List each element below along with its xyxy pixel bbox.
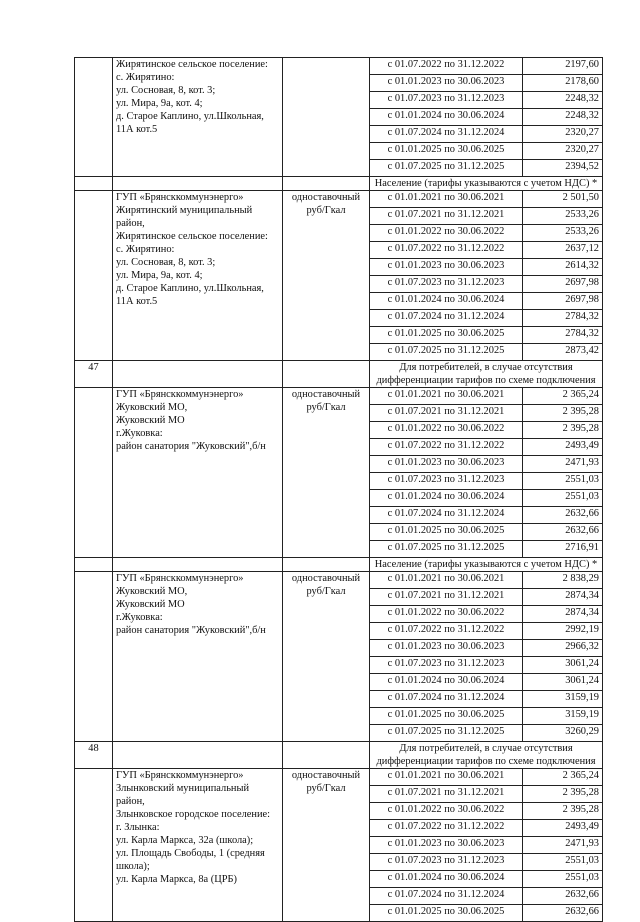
- period-cell: с 01.07.2025 по 31.12.2025: [370, 725, 523, 742]
- period-cell: с 01.07.2021 по 31.12.2021: [370, 786, 523, 803]
- tariff-table: [74, 57, 603, 922]
- price-cell: 2 395,28: [523, 422, 603, 439]
- section-heading: Население (тарифы указываются с учетом НДС) *: [370, 558, 603, 572]
- price-cell: 2632,66: [523, 507, 603, 524]
- period-cell: с 01.01.2023 по 30.06.2023: [370, 259, 523, 276]
- period-cell: с 01.07.2025 по 31.12.2025: [370, 160, 523, 177]
- organization-cell: ГУП «Брянсккоммунэнерго» Жуковский МО, Жуковский МО г.Жуковка: район санатория "Жуковский",б/н: [113, 388, 283, 558]
- price-cell: 2992,19: [523, 623, 603, 640]
- period-cell: с 01.07.2024 по 31.12.2024: [370, 310, 523, 327]
- period-cell: с 01.01.2023 по 30.06.2023: [370, 640, 523, 657]
- tariff-row: [75, 58, 603, 75]
- price-cell: 2493,49: [523, 439, 603, 456]
- period-cell: с 01.01.2023 по 30.06.2023: [370, 75, 523, 92]
- period-cell: с 01.01.2025 по 30.06.2025: [370, 905, 523, 922]
- period-cell: с 01.01.2023 по 30.06.2023: [370, 837, 523, 854]
- empty-cell: [113, 177, 283, 191]
- item-number: 47: [75, 361, 113, 388]
- price-cell: 3061,24: [523, 657, 603, 674]
- price-cell: 2874,34: [523, 606, 603, 623]
- price-cell: 2197,60: [523, 58, 603, 75]
- price-cell: 3061,24: [523, 674, 603, 691]
- period-cell: с 01.07.2022 по 31.12.2022: [370, 439, 523, 456]
- period-cell: с 01.07.2022 по 31.12.2022: [370, 58, 523, 75]
- section-heading-row: [75, 558, 603, 572]
- period-cell: с 01.07.2023 по 31.12.2023: [370, 276, 523, 293]
- price-cell: 2 395,28: [523, 405, 603, 422]
- price-cell: 2614,32: [523, 259, 603, 276]
- tariff-row: [75, 572, 603, 589]
- price-cell: 2 365,24: [523, 388, 603, 405]
- number-cell: [75, 769, 113, 922]
- price-cell: 2320,27: [523, 126, 603, 143]
- price-cell: 2551,03: [523, 854, 603, 871]
- period-cell: с 01.01.2025 по 30.06.2025: [370, 708, 523, 725]
- period-cell: с 01.01.2021 по 30.06.2021: [370, 572, 523, 589]
- period-cell: с 01.01.2025 по 30.06.2025: [370, 143, 523, 160]
- price-cell: 2493,49: [523, 820, 603, 837]
- period-cell: с 01.07.2023 по 31.12.2023: [370, 854, 523, 871]
- period-cell: с 01.07.2022 по 31.12.2022: [370, 820, 523, 837]
- price-cell: 2966,32: [523, 640, 603, 657]
- price-cell: 2632,66: [523, 524, 603, 541]
- price-cell: 2784,32: [523, 310, 603, 327]
- period-cell: с 01.07.2024 по 31.12.2024: [370, 507, 523, 524]
- period-cell: с 01.01.2023 по 30.06.2023: [370, 456, 523, 473]
- tariff-type-cell: одноставочный руб/Гкал: [283, 388, 370, 558]
- price-cell: 2632,66: [523, 905, 603, 922]
- period-cell: с 01.07.2023 по 31.12.2023: [370, 92, 523, 109]
- number-cell: [75, 388, 113, 558]
- period-cell: с 01.01.2022 по 30.06.2022: [370, 606, 523, 623]
- period-cell: с 01.01.2022 по 30.06.2022: [370, 422, 523, 439]
- empty-cell: [283, 558, 370, 572]
- price-cell: 2551,03: [523, 490, 603, 507]
- document-page: [74, 57, 602, 922]
- organization-cell: Жирятинское сельское поселение: с. Жирятино: ул. Сосновая, 8, кот. 3; ул. Мира, 9а, кот. 4; д. Старое Каплино, ул.Школьная, 11А кот.5: [113, 58, 283, 177]
- price-cell: 3159,19: [523, 691, 603, 708]
- period-cell: с 01.01.2022 по 30.06.2022: [370, 225, 523, 242]
- price-cell: 2394,52: [523, 160, 603, 177]
- price-cell: 2320,27: [523, 143, 603, 160]
- organization-cell: ГУП «Брянсккоммунэнерго» Злынковский муниципальный район, Злынковское городское поселение: г. Злынка: ул. Карла Маркса, 32а (школа); ул. Площадь Свободы, 1 (средняя школа); ул. Карла Маркса, 8а (ЦРБ): [113, 769, 283, 922]
- period-cell: с 01.07.2022 по 31.12.2022: [370, 242, 523, 259]
- period-cell: с 01.07.2024 по 31.12.2024: [370, 888, 523, 905]
- period-cell: с 01.07.2022 по 31.12.2022: [370, 623, 523, 640]
- price-cell: 2248,32: [523, 92, 603, 109]
- section-heading-row: [75, 361, 603, 388]
- empty-cell: [113, 742, 283, 769]
- period-cell: с 01.07.2024 по 31.12.2024: [370, 691, 523, 708]
- price-cell: 2551,03: [523, 473, 603, 490]
- price-cell: 2551,03: [523, 871, 603, 888]
- period-cell: с 01.07.2025 по 31.12.2025: [370, 344, 523, 361]
- price-cell: 2 501,50: [523, 191, 603, 208]
- item-number: [75, 558, 113, 572]
- tariff-row: [75, 769, 603, 786]
- price-cell: 2873,42: [523, 344, 603, 361]
- empty-cell: [113, 558, 283, 572]
- period-cell: с 01.01.2025 по 30.06.2025: [370, 524, 523, 541]
- price-cell: 2533,26: [523, 225, 603, 242]
- price-cell: 2784,32: [523, 327, 603, 344]
- period-cell: с 01.01.2021 по 30.06.2021: [370, 388, 523, 405]
- empty-cell: [283, 177, 370, 191]
- tariff-row: [75, 191, 603, 208]
- price-cell: 3159,19: [523, 708, 603, 725]
- period-cell: с 01.07.2021 по 31.12.2021: [370, 405, 523, 422]
- price-cell: 2178,60: [523, 75, 603, 92]
- period-cell: с 01.01.2024 по 30.06.2024: [370, 490, 523, 507]
- period-cell: с 01.01.2024 по 30.06.2024: [370, 293, 523, 310]
- number-cell: [75, 572, 113, 742]
- price-cell: 2 365,24: [523, 769, 603, 786]
- price-cell: 2471,93: [523, 837, 603, 854]
- tariff-type-cell: [283, 58, 370, 177]
- price-cell: 2471,93: [523, 456, 603, 473]
- tariff-type-cell: одноставочный руб/Гкал: [283, 572, 370, 742]
- period-cell: с 01.01.2021 по 30.06.2021: [370, 191, 523, 208]
- period-cell: с 01.07.2021 по 31.12.2021: [370, 208, 523, 225]
- period-cell: с 01.07.2021 по 31.12.2021: [370, 589, 523, 606]
- item-number: 48: [75, 742, 113, 769]
- section-heading: Для потребителей, в случае отсутствия дифференциации тарифов по схеме подключения: [370, 742, 603, 769]
- price-cell: 2 395,28: [523, 803, 603, 820]
- section-heading: Население (тарифы указываются с учетом НДС) *: [370, 177, 603, 191]
- empty-cell: [283, 742, 370, 769]
- number-cell: [75, 191, 113, 361]
- organization-cell: ГУП «Брянсккоммунэнерго» Жуковский МО, Жуковский МО г.Жуковка: район санатория "Жуковский",б/н: [113, 572, 283, 742]
- section-heading-row: [75, 742, 603, 769]
- price-cell: 2697,98: [523, 276, 603, 293]
- price-cell: 2632,66: [523, 888, 603, 905]
- price-cell: 2533,26: [523, 208, 603, 225]
- tariff-row: [75, 388, 603, 405]
- period-cell: с 01.01.2024 по 30.06.2024: [370, 109, 523, 126]
- price-cell: 2637,12: [523, 242, 603, 259]
- price-cell: 3260,29: [523, 725, 603, 742]
- number-cell: [75, 58, 113, 177]
- price-cell: 2 395,28: [523, 786, 603, 803]
- period-cell: с 01.01.2021 по 30.06.2021: [370, 769, 523, 786]
- period-cell: с 01.07.2023 по 31.12.2023: [370, 473, 523, 490]
- section-heading-row: [75, 177, 603, 191]
- section-heading: Для потребителей, в случае отсутствия дифференциации тарифов по схеме подключения: [370, 361, 603, 388]
- period-cell: с 01.07.2024 по 31.12.2024: [370, 126, 523, 143]
- empty-cell: [113, 361, 283, 388]
- period-cell: с 01.07.2025 по 31.12.2025: [370, 541, 523, 558]
- period-cell: с 01.01.2024 по 30.06.2024: [370, 871, 523, 888]
- tariff-type-cell: одноставочный руб/Гкал: [283, 769, 370, 922]
- period-cell: с 01.01.2022 по 30.06.2022: [370, 803, 523, 820]
- empty-cell: [283, 361, 370, 388]
- price-cell: 2697,98: [523, 293, 603, 310]
- price-cell: 2716,91: [523, 541, 603, 558]
- price-cell: 2 838,29: [523, 572, 603, 589]
- tariff-type-cell: одноставочный руб/Гкал: [283, 191, 370, 361]
- organization-cell: ГУП «Брянсккоммунэнерго» Жирятинский муниципальный район, Жирятинское сельское поселение: с. Жирятино: ул. Сосновая, 8, кот. 3; ул. Мира, 9а, кот. 4; д. Старое Каплино, ул.Школьная, 11А кот.5: [113, 191, 283, 361]
- price-cell: 2874,34: [523, 589, 603, 606]
- period-cell: с 01.01.2025 по 30.06.2025: [370, 327, 523, 344]
- price-cell: 2248,32: [523, 109, 603, 126]
- item-number: [75, 177, 113, 191]
- period-cell: с 01.01.2024 по 30.06.2024: [370, 674, 523, 691]
- period-cell: с 01.07.2023 по 31.12.2023: [370, 657, 523, 674]
